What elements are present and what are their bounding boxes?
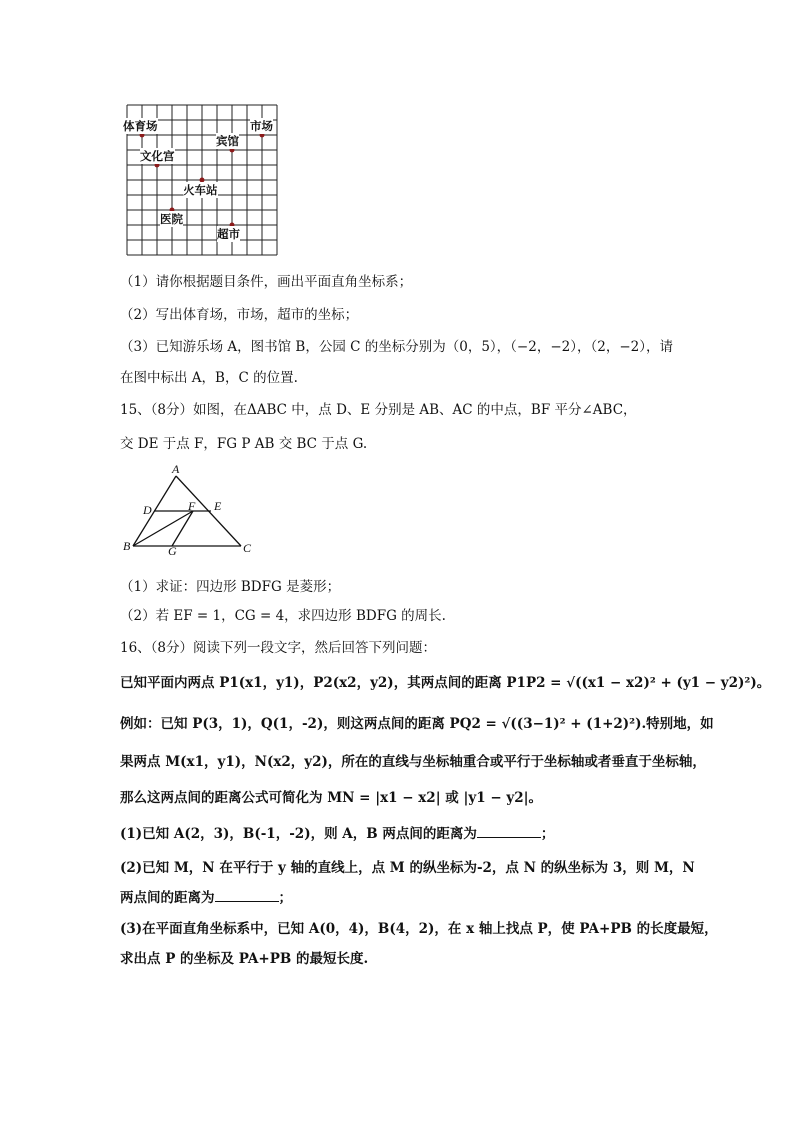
q16-p4: 那么这两点间的距离公式可简化为 MN = |x1 − x2| 或 |y1 − y2|。 [120,790,543,806]
grid-map-figure [120,100,280,260]
q16-p3: 果两点 M(x1，y1)，N(x2，y2)，所在的直线与坐标轴重合或平行于坐标轴或者垂直于坐标轴， [120,754,706,770]
q15-part1: （1）求证：四边形 BDFG 是菱形； [120,579,341,595]
vertex-b-label: B [123,539,131,553]
q16-p2: 例如：已知 P(3，1)，Q(1，-2)，则这两点间的距离 PQ2 = √((3−1)² + (1+2)²).特别地，如 [120,716,714,732]
q15-part2: （2）若 EF = 1，CG = 4，求四边形 BDFG 的周长. [120,608,446,624]
q14-part3-line1: （3）已知游乐场 A，图书馆 B，公园 C 的坐标分别为（0，5），（−2，−2），（2，−2），请 [120,339,673,355]
q15-line1: 15、（8分）如图，在ΔABC 中，点 D、E 分别是 AB、AC 的中点，BF 平分∠ABC， [120,402,637,418]
q16-q2-blank [215,887,279,902]
vertex-g-label: G [168,544,177,558]
q16-q2-line2 [120,886,292,906]
q16-q2-end: ； [278,890,292,906]
q16-q1-end: ； [540,826,555,842]
q16-q3-line1: (3)在平面直角坐标系中，已知 A(0，4)，B(4，2)，在 x 轴上找点 P，使 PA+PB 的长度最短， [120,921,718,937]
q16-q3-line2: 求出点 P 的坐标及 PA+PB 的最短长度. [120,951,369,967]
q16-q2-text: 两点间的距离为 [120,890,215,906]
triangle-figure [120,462,260,558]
q16-q1-text: (1)已知 A(2，3)，B(-1，-2)，则 A，B 两点间的距离为 [120,826,477,842]
q16-title: 16、（8分）阅读下列一段文字，然后回答下列问题： [120,640,437,656]
hotel-label: 宾馆 [216,134,239,148]
culture-palace-label: 文化宫 [140,149,175,163]
vertex-e-label: E [214,499,222,513]
vertex-a-label: A [172,462,180,476]
q16-p1: 已知平面内两点 P1(x1，y1)，P2(x2，y2)，其两点间的距离 P1P2 = √((x1 − x2)² + (y1 − y2)²)。 [120,675,771,691]
q16-q1-blank [477,823,541,838]
q14-part2: （2）写出体育场，市场，超市的坐标； [120,307,359,323]
q14-part1: （1）请你根据题目条件，画出平面直角坐标系； [120,274,413,290]
q14-part3-line2: 在图中标出 A，B，C 的位置. [120,370,298,386]
vertex-c-label: C [243,541,252,555]
vertex-d-label: D [143,503,152,517]
station-label: 火车站 [183,183,218,197]
market-label: 市场 [250,119,273,133]
hospital-label: 医院 [160,212,183,226]
q16-q1 [120,822,554,842]
q16-q2-line1: (2)已知 M，N 在平行于 y 轴的直线上，点 M 的纵坐标为-2，点 N 的纵坐标为 3，则 M，N [120,860,695,876]
supermarket-label: 超市 [217,227,240,241]
q15-line2: 交 DE 于点 F，FG P AB 交 BC 于点 G. [120,436,368,452]
vertex-f-label: F [188,499,196,513]
stadium-label: 体育场 [123,119,158,133]
